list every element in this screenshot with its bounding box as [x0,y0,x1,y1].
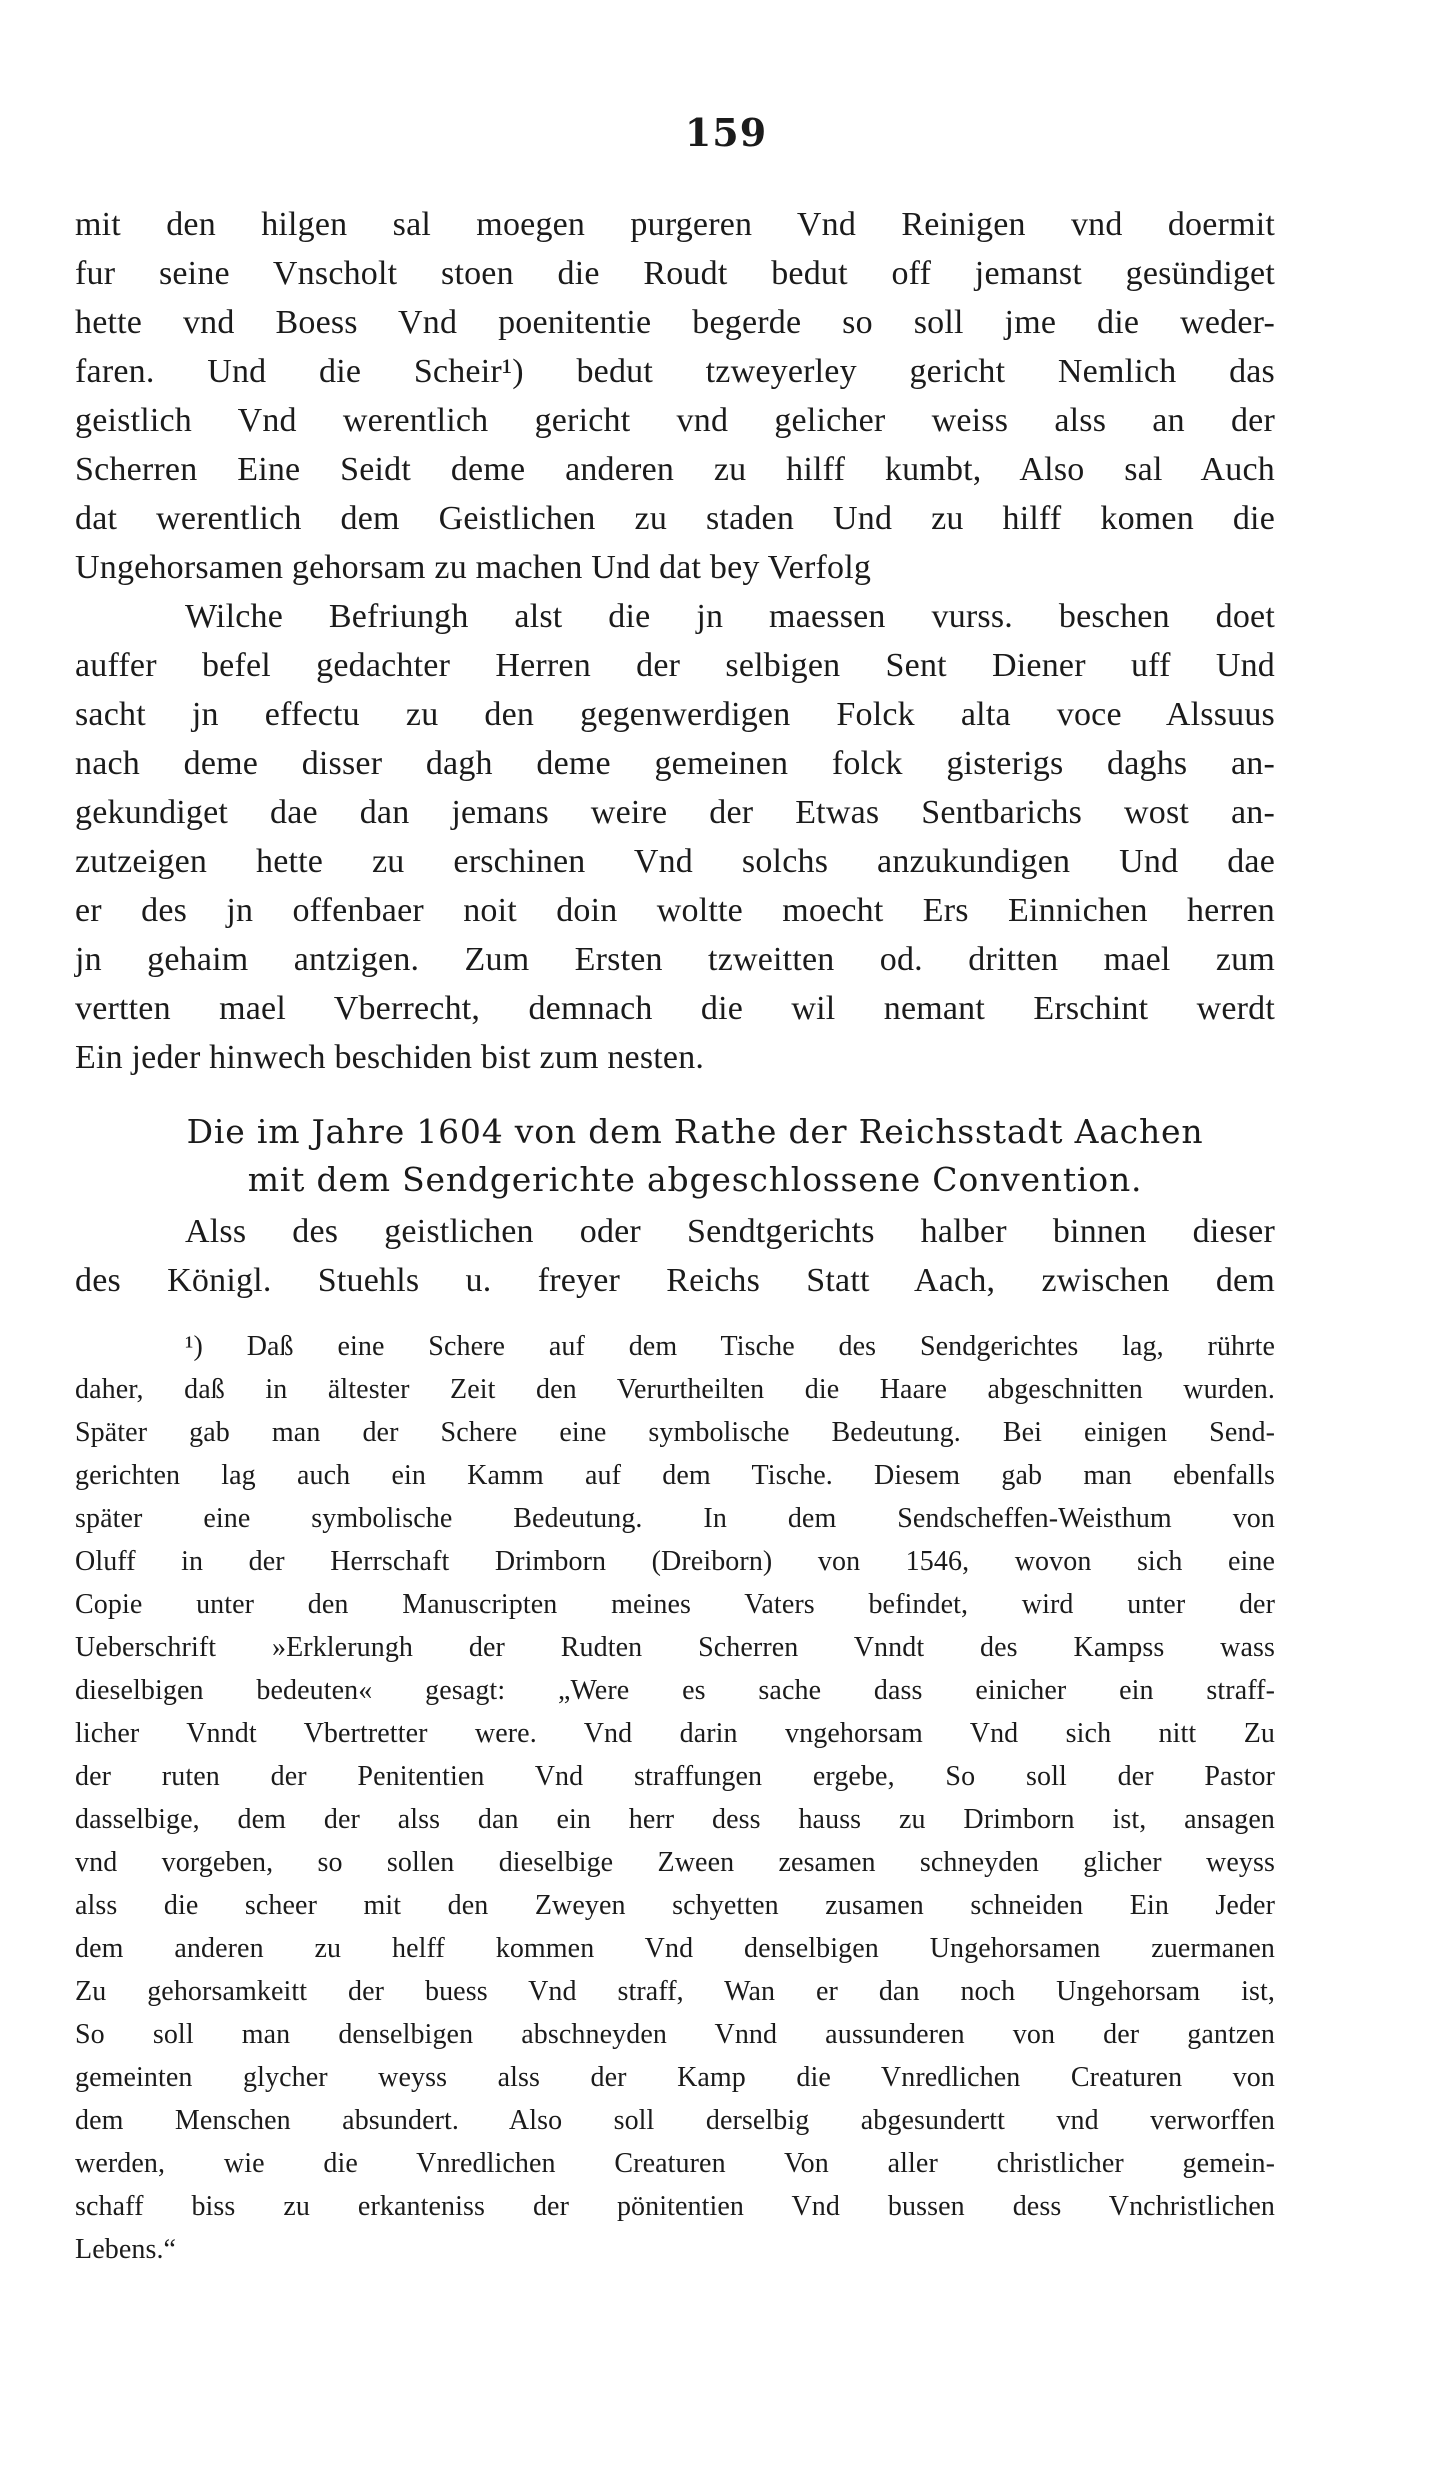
footnote-line: ¹) Daß eine Schere auf dem Tische des Sendgerichtes lag, rührte [185,1331,1275,1362]
paragraph-2-line: zutzeigen hette zu erschinen Vnd solchs anzukundigen Und dae [75,843,1275,880]
paragraph-2-line: Wilche Befriungh alst die jn maessen vurss. beschen doet [185,598,1275,635]
footnote-line: Lebens.“ [75,2234,177,2265]
paragraph-1-line: hette vnd Boess Vnd poenitentie begerde so soll jme die weder- [75,304,1275,341]
footnote-line: Oluff in der Herrschaft Drimborn (Dreiborn) von 1546, wovon sich eine [75,1546,1275,1577]
footnote-line: schaff biss zu erkanteniss der pönitentien Vnd bussen dess Vnchristlichen [75,2191,1275,2222]
section-title-line: Die im Jahre 1604 von dem Rathe der Reichsstadt Aachen [186,1112,1204,1151]
paragraph-1-line: geistlich Vnd werentlich gericht vnd gelicher weiss alss an der [75,402,1275,439]
footnote-line: dem Menschen absundert. Also soll derselbig abgesundertt vnd verworffen [75,2105,1275,2136]
page-number: 159 [684,110,768,155]
paragraph-2-line: sacht jn effectu zu den gegenwerdigen Folck alta voce Alssuus [75,696,1275,733]
section-title-line: mit dem Sendgerichte abgeschlossene Convention. [247,1160,1143,1199]
paragraph-2-line: auffer befel gedachter Herren der selbigen Sent Diener uff Und [75,647,1275,684]
paragraph-3-line: Alss des geistlichen oder Sendtgerichts halber binnen dieser [185,1213,1275,1250]
paragraph-2-line: gekundiget dae dan jemans weire der Etwas Sentbarichs wost an- [75,794,1275,831]
footnote-line: daher, daß in ältester Zeit den Verurtheilten die Haare abgeschnitten wurden. [75,1374,1275,1405]
paragraph-2-line: er des jn offenbaer noit doin woltte moecht Ers Einnichen herren [75,892,1275,929]
footnote-line: dieselbigen bedeuten« gesagt: „Were es sache dass einicher ein straff- [75,1675,1275,1706]
footnote-line: dem anderen zu helff kommen Vnd denselbigen Ungehorsamen zuermanen [75,1933,1275,1964]
footnote-line: Ueberschrift »Erklerungh der Rudten Scherren Vnndt des Kampss wass [75,1632,1275,1663]
paragraph-1-line: Ungehorsamen gehorsam zu machen Und dat bey Verfolg [75,549,872,586]
paragraph-2-line: vertten mael Vberrecht, demnach die wil nemant Erschint werdt [75,990,1275,1027]
footnote-line: werden, wie die Vnredlichen Creaturen Von aller christlicher gemein- [75,2148,1275,2179]
paragraph-1-line: faren. Und die Scheir¹) bedut tzweyerley gericht Nemlich das [75,353,1275,390]
paragraph-1-line: mit den hilgen sal moegen purgeren Vnd Reinigen vnd doermit [75,206,1275,243]
footnote-line: Zu gehorsamkeitt der buess Vnd straff, Wan er dan noch Ungehorsam ist, [75,1976,1275,2007]
paragraph-1-line: dat werentlich dem Geistlichen zu staden Und zu hilff komen die [75,500,1275,537]
footnote-line: alss die scheer mit den Zweyen schyetten zusamen schneiden Ein Jeder [75,1890,1275,1921]
paragraph-2-line: nach deme disser dagh deme gemeinen folck gisterigs daghs an- [75,745,1275,782]
paragraph-2-line: jn gehaim antzigen. Zum Ersten tzweitten od. dritten mael zum [75,941,1275,978]
footnote-line: gemeinten glycher weyss alss der Kamp die Vnredlichen Creaturen von [75,2062,1275,2093]
footnote-line: der ruten der Penitentien Vnd straffungen ergebe, So soll der Pastor [75,1761,1275,1792]
footnote-line: gerichten lag auch ein Kamm auf dem Tische. Diesem gab man ebenfalls [75,1460,1275,1491]
footnote-line: vnd vorgeben, so sollen dieselbige Zween zesamen schneyden glicher weyss [75,1847,1275,1878]
footnote-line: dasselbige, dem der alss dan ein herr dess hauss zu Drimborn ist, ansagen [75,1804,1275,1835]
paragraph-2-line: Ein jeder hinwech beschiden bist zum nesten. [75,1039,705,1076]
footnote-line: Später gab man der Schere eine symbolische Bedeutung. Bei einigen Send- [75,1417,1275,1448]
footnote-line: später eine symbolische Bedeutung. In dem Sendscheffen-Weisthum von [75,1503,1275,1534]
paragraph-3-line: des Königl. Stuehls u. freyer Reichs Statt Aach, zwischen dem [75,1262,1275,1299]
footnote-line: So soll man denselbigen abschneyden Vnnd aussunderen von der gantzen [75,2019,1275,2050]
footnote-line: Copie unter den Manuscripten meines Vaters befindet, wird unter der [75,1589,1275,1620]
paragraph-1-line: fur seine Vnscholt stoen die Roudt bedut off jemanst gesündiget [75,255,1275,292]
paragraph-1-line: Scherren Eine Seidt deme anderen zu hilff kumbt, Also sal Auch [75,451,1275,488]
footnote-line: licher Vnndt Vbertretter were. Vnd darin vngehorsam Vnd sich nitt Zu [75,1718,1275,1749]
